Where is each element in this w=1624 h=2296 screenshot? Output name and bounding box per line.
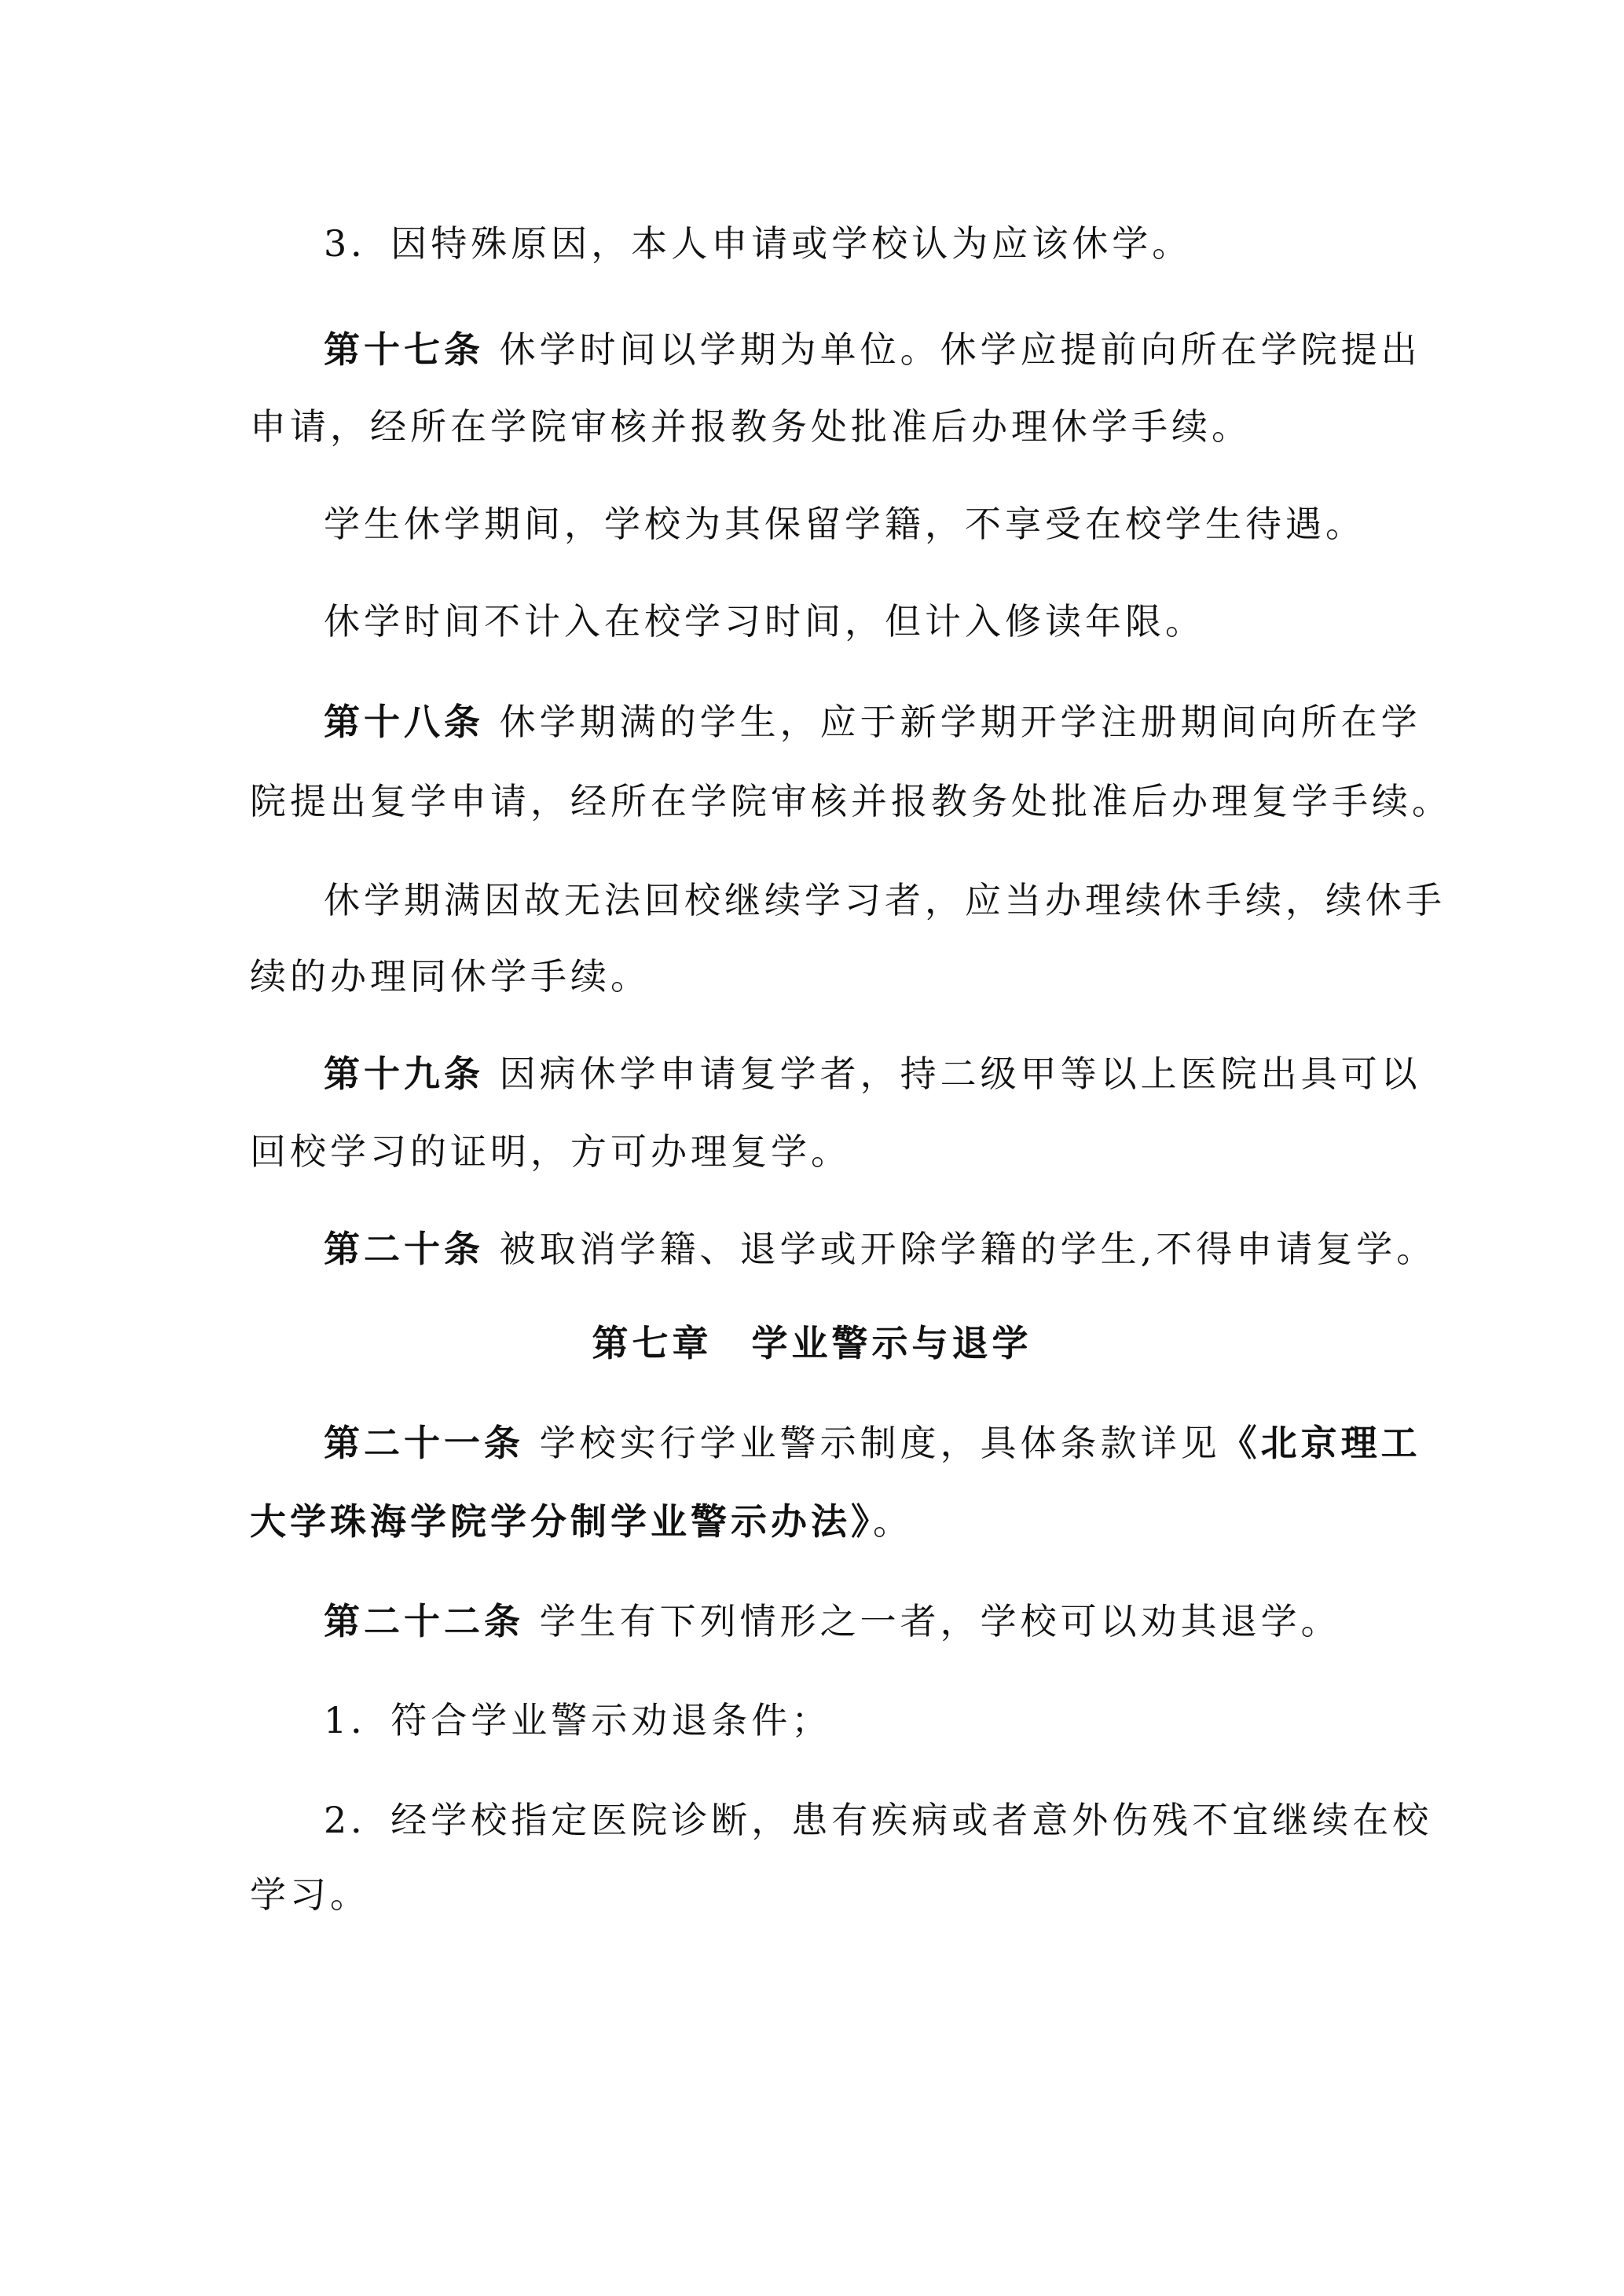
- article-18-para-2-text-2: 续的办理同休学手续。: [250, 955, 651, 998]
- article-22-item-2-text-1: 2．经学校指定医院诊断，患有疾病或者意外伤残不宜继续在校: [324, 1799, 1433, 1841]
- article-18-text-2: 院提出复学申请，经所在学院审核并报教务处批准后办理复学手续。: [250, 780, 1452, 822]
- article-17-para-2-text: 学生休学期间，学校为其保留学籍，不享受在校学生待遇。: [324, 503, 1366, 545]
- article-18-line-2: [250, 779, 1452, 823]
- article-22-item-2-line-1: [324, 1798, 1433, 1842]
- article-19-text-2: 回校学习的证明，方可办理复学。: [250, 1130, 851, 1173]
- article-20-text-1: 被取消学籍、退学或开除学籍的学生,不得申请复学。: [499, 1228, 1437, 1270]
- article-17-paragraph-3: [324, 599, 1381, 643]
- list-item-3: [324, 222, 1381, 265]
- article-18-paragraph-2-line-2: [250, 954, 1381, 998]
- article-20-line-1: [324, 1227, 1437, 1271]
- article-22-item-2-line-2: [250, 1873, 1381, 1917]
- article-19-line-2: [250, 1130, 1381, 1174]
- article-19-line-1: [324, 1052, 1421, 1096]
- article-17-line-2: [250, 405, 1381, 449]
- article-21-text-1: 学校实行学业警示制度，具体条款详见: [539, 1422, 1221, 1464]
- article-19-text-1: 因病休学申请复学者，持二级甲等以上医院出具可以: [499, 1053, 1421, 1095]
- article-17-paragraph-2: [324, 502, 1381, 546]
- article-17-para-3-text: 休学时间不计入在校学习时间，但计入修读年限。: [324, 600, 1205, 643]
- article-22-item-1-text: 1．符合学业警示劝退条件；: [324, 1699, 832, 1741]
- article-18-line-1: [324, 700, 1421, 744]
- article-20-label: 第二十条: [324, 1228, 484, 1270]
- article-22-item-1: [324, 1698, 1381, 1742]
- article-18-label: 第十八条: [324, 701, 484, 743]
- article-18-para-2-text-1: 休学期满因故无法回校继续学习者，应当办理续休手续，续休手: [324, 879, 1446, 921]
- article-17-text-1: 休学时间以学期为单位。休学应提前向所在学院提出: [499, 328, 1421, 371]
- article-17-label: 第十七条: [324, 328, 484, 371]
- list-item-3-text: 3．因特殊原因，本人申请或学校认为应该休学。: [324, 222, 1193, 265]
- article-18-text-1: 休学期满的学生，应于新学期开学注册期间向所在学: [499, 701, 1421, 743]
- article-21-line-1: [324, 1421, 1421, 1465]
- article-21-line-2: [250, 1500, 1381, 1543]
- article-21-document-title-1: 《北京理工: [1220, 1422, 1421, 1464]
- article-18-paragraph-2-line-1: [324, 878, 1446, 922]
- article-17-line-1: [324, 328, 1421, 372]
- chapter-7-number: 第七章: [592, 1322, 713, 1364]
- article-22-line-1: [324, 1599, 1381, 1643]
- article-22-item-2-text-2: 学习。: [250, 1873, 370, 1916]
- article-22-label: 第二十二条: [324, 1600, 524, 1642]
- article-21-label: 第二十一条: [324, 1422, 524, 1464]
- article-17-text-2: 申请，经所在学院审核并报教务处批准后办理休学手续。: [250, 405, 1252, 448]
- chapter-7-title: 学业警示与退学: [751, 1322, 1032, 1364]
- article-21-text-end: 。: [873, 1500, 913, 1543]
- article-21-document-title-2: 大学珠海学院学分制学业警示办法》: [250, 1500, 873, 1543]
- article-19-label: 第十九条: [324, 1053, 484, 1095]
- article-22-text-1: 学生有下列情形之一者，学校可以劝其退学。: [539, 1600, 1341, 1642]
- chapter-7-heading: [0, 1321, 1624, 1365]
